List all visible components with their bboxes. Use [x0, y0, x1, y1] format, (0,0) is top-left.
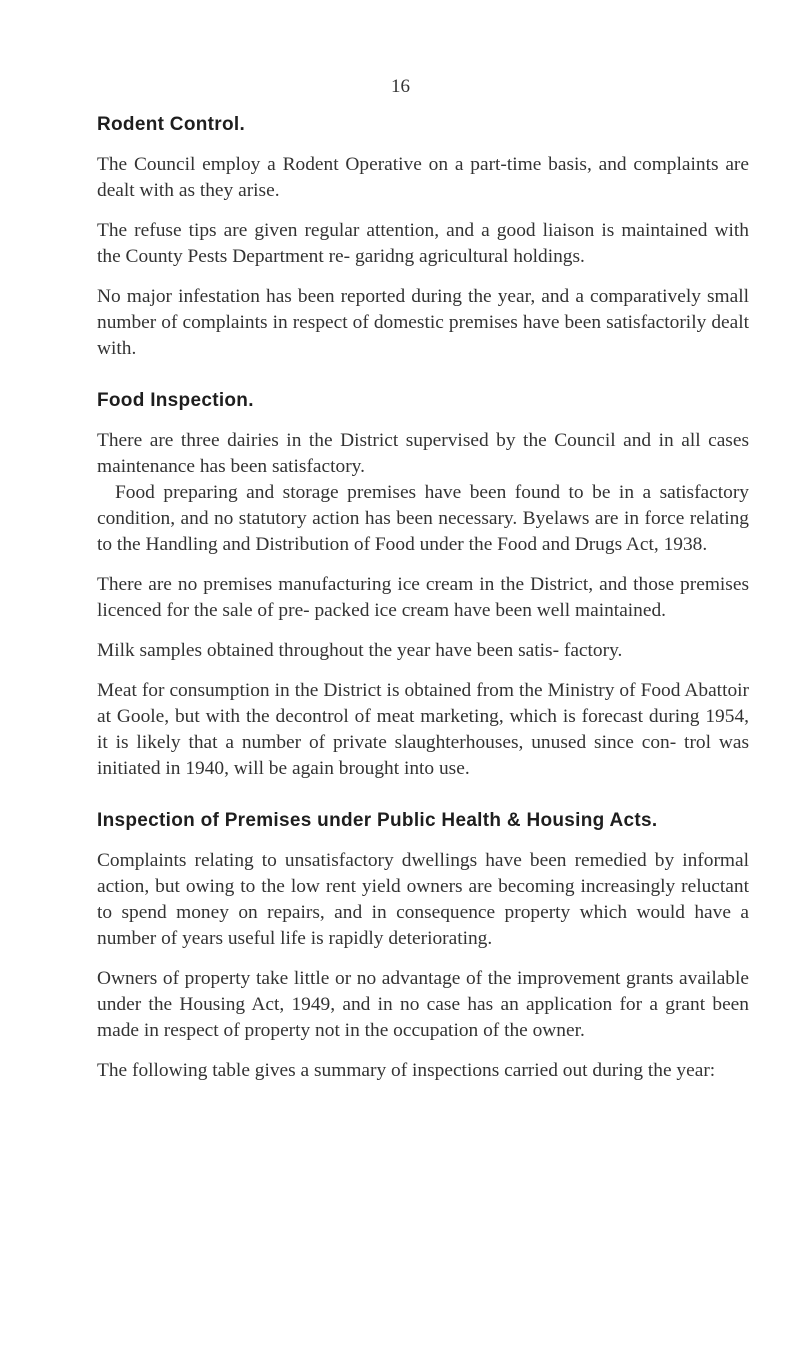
paragraph: No major infestation has been reported during the year, and a comparatively small number of complaints in respect of domestic premises have been satisfactorily dealt with.	[97, 286, 749, 359]
paragraph: There are no premises manufacturing ice cream in the District, and those premises licenced for the sale of pre- packed ice cream have been well maintained.	[97, 574, 749, 621]
paragraph: Owners of property take little or no advantage of the improvement grants available under the Housing Act, 1949, and in no case has an application for a grant been made in respect of property not in the occupation of the owner.	[97, 968, 749, 1041]
section-heading-inspection-of-premises: Inspection of Premises under Public Health & Housing Acts.	[97, 810, 658, 831]
paragraph: Complaints relating to unsatisfactory dwellings have been remedied by informal action, but owing to the low rent yield owners are becoming increasingly reluctant to spend money on repairs, and in consequence property which would have a number of years useful life is rapidly deteriorating.	[97, 850, 749, 949]
section-heading-food-inspection: Food Inspection.	[97, 390, 254, 411]
paragraph: Meat for consumption in the District is obtained from the Ministry of Food Abattoir at Goole, but with the decontrol of meat marketing, which is forecast during 1954, it is likely that a number of private slaughterhouses, unused since con- trol was initiated in 1940, will be again brought into use.	[97, 680, 749, 779]
paragraph: Milk samples obtained throughout the year have been satis- factory.	[97, 640, 623, 661]
paragraph: The following table gives a summary of inspections carried out during the year:	[97, 1060, 716, 1081]
section-heading-rodent-control: Rodent Control.	[97, 114, 246, 135]
paragraph: There are three dairies in the District supervised by the Council and in all cases maintenance has been satisfactory.	[97, 430, 749, 477]
paragraph: Food preparing and storage premises have been found to be in a satisfactory condition, and no statutory action has been necessary. Byelaws are in force relating to the Handling and Distribution of Food under the Food and Drugs Act, 1938.	[97, 482, 749, 555]
paragraph: The Council employ a Rodent Operative on a part-time basis, and complaints are dealt with as they arise.	[97, 154, 749, 201]
page-number: 16	[391, 76, 410, 97]
paragraph: The refuse tips are given regular attention, and a good liaison is maintained with the County Pests Department re- garidng agricultural holdings.	[97, 220, 749, 267]
page-content	[97, 114, 749, 1084]
